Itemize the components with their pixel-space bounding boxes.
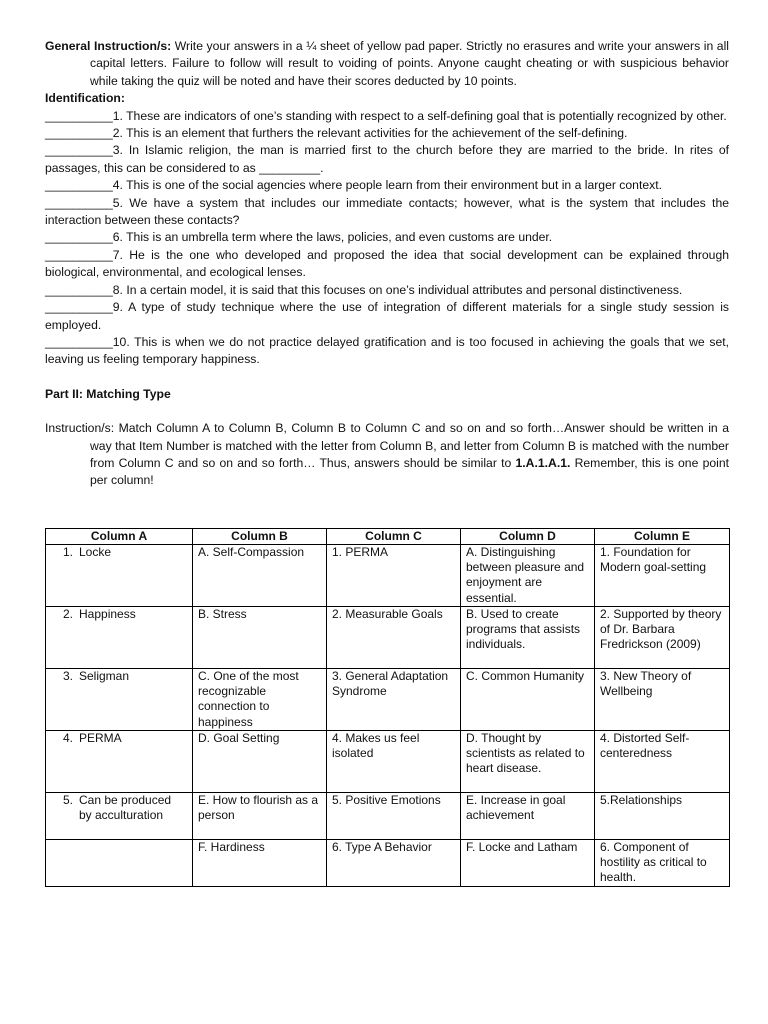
cell-column-d: A. Distinguishing between pleasure and enjoyment are essential. bbox=[461, 545, 595, 607]
identification-title: Identification: bbox=[45, 91, 125, 106]
general-instructions-label: General Instruction/s: bbox=[45, 39, 172, 53]
identification-item-1: __________1. These are indicators of one’s standing with respect to a self-defining goal that is potentially recognized by other. bbox=[45, 108, 727, 123]
cell-column-c: 6. Type A Behavior bbox=[327, 840, 461, 887]
table-row bbox=[46, 840, 730, 887]
cell-column-a bbox=[46, 669, 193, 731]
identification-item-5: __________5. We have a system that includes our immediate contacts; however, what is the system that includes the interaction between these contacts? bbox=[45, 195, 729, 228]
cell-column-d: E. Increase in goal achievement bbox=[461, 793, 595, 840]
spacer bbox=[45, 369, 729, 386]
cell-column-e: 4. Distorted Self-centeredness bbox=[595, 731, 730, 793]
cell-column-a bbox=[46, 545, 193, 607]
table-header-row bbox=[46, 529, 730, 545]
cell-column-d: C. Common Humanity bbox=[461, 669, 595, 731]
header-column-c: Column C bbox=[327, 529, 461, 545]
table-row bbox=[46, 545, 730, 607]
cell-column-e: 2. Supported by theory of Dr. Barbara Fredrickson (2009) bbox=[595, 607, 730, 669]
cell-column-e: 1. Foundation for Modern goal-setting bbox=[595, 545, 730, 607]
cell-column-e: 5.Relationships bbox=[595, 793, 730, 840]
part2-title: Part II: Matching Type bbox=[45, 386, 171, 401]
item-text: Can be produced by acculturation bbox=[79, 793, 172, 823]
cell-column-b: F. Hardiness bbox=[193, 840, 327, 887]
cell-column-b: E. How to flourish as a person bbox=[193, 793, 327, 840]
cell-column-d: B. Used to create programs that assists individuals. bbox=[461, 607, 595, 669]
cell-column-c: 1. PERMA bbox=[327, 545, 461, 607]
general-instructions-text: Write your answers in a ¼ sheet of yellow pad paper. Strictly no erasures and write your answers in all capital letters. Failure to follow will result to voiding of points. Anyone caught cheating or with suspicious behavior while taking the quiz will be noted and have their scores deducted by 10 points. bbox=[90, 39, 730, 88]
document-body bbox=[45, 38, 729, 490]
cell-column-c: 2. Measurable Goals bbox=[327, 607, 461, 669]
cell-column-b: C. One of the most recognizable connection to happiness bbox=[193, 669, 327, 731]
matching-table bbox=[45, 528, 730, 887]
identification-item-4: __________4. This is one of the social agencies where people learn from their environment but in a larger context. bbox=[45, 178, 662, 193]
part2-instructions-text: Instruction/s: Match Column A to Column B, Column B to Column C and so on and so forth…Answer should be written in a way that Item Number is matched with the letter from Column B, and letter from Column B is matched with the number from Column C and so on and so forth… Thus, answers should be similar to bbox=[45, 421, 729, 470]
item-text: Seligman bbox=[79, 669, 130, 683]
part2-instructions bbox=[45, 420, 729, 490]
item-number: 5. bbox=[62, 793, 73, 807]
identification-item-8: __________8. In a certain model, it is said that this focuses on one’s individual attributes and personal distinctiveness. bbox=[45, 282, 683, 297]
table-row bbox=[46, 607, 730, 669]
header-column-b: Column B bbox=[193, 529, 327, 545]
identification-item-10: __________10. This is when we do not practice delayed gratification and is too focused in achieving the goals that we set, leaving us feeling temporary happiness. bbox=[45, 334, 729, 367]
identification-item-7: __________7. He is the one who developed and proposed the idea that social development can be explained through biological, environmental, and ecological lenses. bbox=[45, 247, 729, 280]
cell-column-b: A. Self-Compassion bbox=[193, 545, 327, 607]
item-number: 1. bbox=[62, 545, 73, 559]
item-number: 2. bbox=[62, 607, 73, 621]
spacer bbox=[45, 403, 729, 420]
cell-column-a bbox=[46, 840, 193, 887]
header-column-e: Column E bbox=[595, 529, 730, 545]
item-text: Happiness bbox=[79, 607, 136, 621]
identification-item-6: __________6. This is an umbrella term where the laws, policies, and even customs are under. bbox=[45, 230, 553, 245]
cell-column-d: F. Locke and Latham bbox=[461, 840, 595, 887]
header-column-d: Column D bbox=[461, 529, 595, 545]
cell-column-d: D. Thought by scientists as related to heart disease. bbox=[461, 731, 595, 793]
cell-column-a bbox=[46, 607, 193, 669]
cell-column-c: 3. General Adaptation Syndrome bbox=[327, 669, 461, 731]
table-row bbox=[46, 793, 730, 840]
table-row bbox=[46, 669, 730, 731]
cell-column-a bbox=[46, 793, 193, 840]
identification-item-9: __________9. A type of study technique where the use of integration of different materials for a single study session is employed. bbox=[45, 300, 729, 332]
item-number: 4. bbox=[62, 731, 73, 745]
cell-column-e: 3. New Theory of Wellbeing bbox=[595, 669, 730, 731]
item-text: PERMA bbox=[79, 731, 122, 745]
header-column-a: Column A bbox=[46, 529, 193, 545]
cell-column-b: D. Goal Setting bbox=[193, 731, 327, 793]
cell-column-b: B. Stress bbox=[193, 607, 327, 669]
cell-column-a bbox=[46, 731, 193, 793]
part2-answer-example: 1.A.1.A.1. bbox=[515, 455, 571, 470]
cell-column-c: 5. Positive Emotions bbox=[327, 793, 461, 840]
item-text: Locke bbox=[79, 545, 112, 559]
identification-item-3: __________3. In Islamic religion, the man is married first to the church before they are married to the bride. In rites of passages, this can be considered to as _________. bbox=[45, 143, 729, 175]
cell-column-c: 4. Makes us feel isolated bbox=[327, 731, 461, 793]
table-row bbox=[46, 731, 730, 793]
identification-item-2: __________2. This is an element that furthers the relevant activities for the achievement of the self-defining. bbox=[45, 126, 628, 141]
part2-instructions-tail: Remember, this is one point per column! bbox=[90, 455, 729, 488]
cell-column-e: 6. Component of hostility as critical to health. bbox=[595, 840, 730, 887]
general-instructions bbox=[45, 38, 729, 90]
item-number: 3. bbox=[62, 669, 73, 683]
